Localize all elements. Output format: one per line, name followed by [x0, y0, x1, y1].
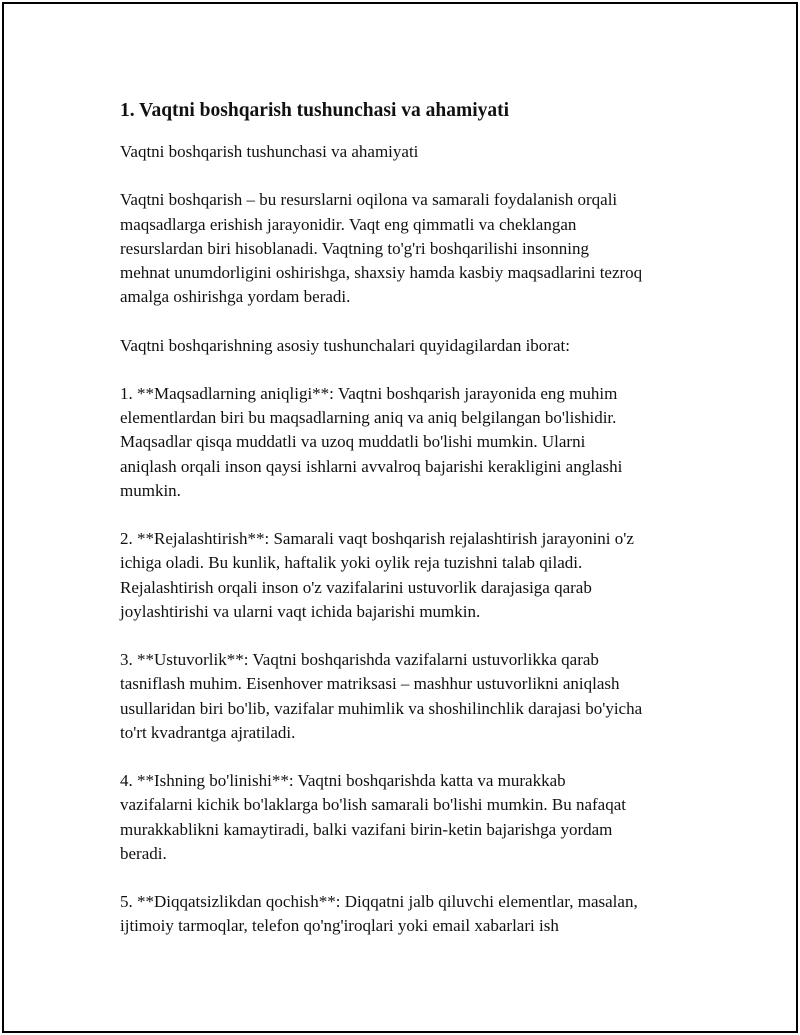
- list-item-avoid-distraction: 5. **Diqqatsizlikdan qochish**: Diqqatni jalb qiluvchi elementlar, masalan, ijtimoiy tarmoqlar, telefon qo'ng'iroqlari yoki email xabarlari ish: [120, 892, 638, 936]
- list-item-task-splitting: 4. **Ishning bo'linishi**: Vaqtni boshqarishda katta va murakkab vazifalarni kichik bo'laklarga bo'lish samarali bo'lishi mumkin. Bu nafaqat murakkablikni kamaytiradi, balki vazifani birin-ketin bajarishga yordam beradi.: [120, 771, 626, 863]
- section-heading: 1. Vaqtni boshqarish tushunchasi va ahamiyati: [120, 100, 510, 121]
- intro-paragraph: Vaqtni boshqarish – bu resurslarni oqilona va samarali foydalanish orqali maqsadlarga erishish jarayonidir. Vaqt eng qimmatli va cheklangan resurslardan biri hisoblanadi. Vaqtning to'g'ri boshqarilishi insonning mehnat unumdorligini oshirishga, shaxsiy hamda kasbiy maqsadlarini tezroq amalga oshirishga yordam beradi.: [120, 190, 643, 307]
- subtitle-paragraph: Vaqtni boshqarish tushunchasi va ahamiyati: [120, 142, 419, 161]
- list-item-goals: 1. **Maqsadlarning aniqligi**: Vaqtni boshqarish jarayonida eng muhim elementlardan biri bu maqsadlarning aniq va aniq belgilangan bo'lishidir. Maqsadlar qisqa muddatli va uzoq muddatli bo'lishi mumkin. Ularni aniqlash orqali inson qaysi ishlarni avvalroq bajarishi kerakligini anglashi mumkin.: [120, 383, 623, 500]
- document-body: [120, 98, 700, 963]
- concepts-lead-paragraph: Vaqtni boshqarishning asosiy tushunchalari quyidagilardan iborat:: [120, 335, 570, 355]
- document-page: [2, 2, 798, 1033]
- list-item-planning: 2. **Rejalashtirish**: Samarali vaqt boshqarish rejalashtirish jarayonini o'z ichiga oladi. Bu kunlik, haftalik yoki oylik reja tuzishni talab qiladi. Rejalashtirish orqali inson o'z vazifalarini ustuvorlik darajasiga qarab joylashtirishi va ularni vaqt ichida bajarishi mumkin.: [120, 529, 634, 621]
- list-item-priority: 3. **Ustuvorlik**: Vaqtni boshqarishda vazifalarni ustuvorlikka qarab tasniflash muhim. Eisenhover matriksasi – mashhur ustuvorlikni aniqlash usullaridan biri bo'lib, vazifalar muhimlik va shoshilinchlik darajasi bo'yicha to'rt kvadrantga ajratiladi.: [120, 650, 643, 742]
